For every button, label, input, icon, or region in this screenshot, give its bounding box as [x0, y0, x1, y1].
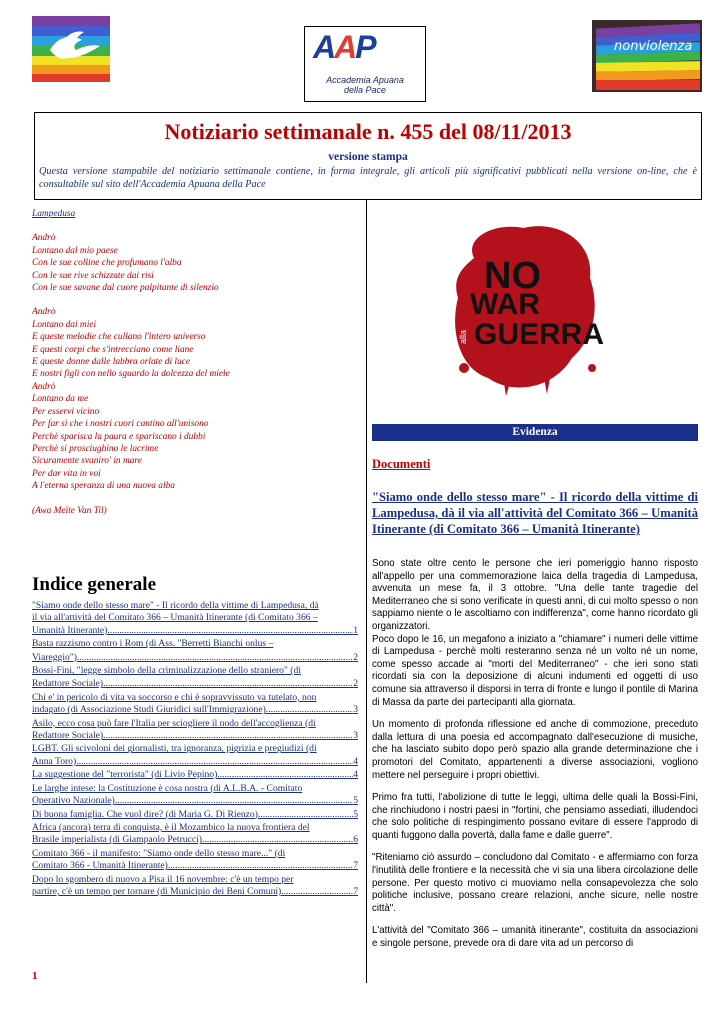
poem-line: Andrò	[32, 233, 56, 244]
poem-line: Con le sue colline che profumano l'alba	[32, 258, 182, 269]
index-page-number: 2	[353, 678, 358, 690]
index-entry-link[interactable]	[32, 743, 358, 768]
index-entry-line: Le larghe intese: la Costituzione è cosa nostra (di A.L.B.A. - Comitato	[32, 782, 303, 794]
index-entry-link[interactable]	[32, 769, 358, 781]
article-paragraph: "Riteniamo ciò assurdo – concludono dal Comitato - e affermiamo con forza l'inutilità delle frontiere e la necessità che vi sia una libera circolazione delle persone. Per questo motivo ci muoviamo nella consapevolezza che solo politiche inclusive, possano creare relazioni, anche sicure, nelle nostre città".	[372, 852, 698, 914]
index-entry-line: Dopo lo sgombero di nuovo a Pisa il 16 novembre: c'è un tempo per	[32, 873, 294, 885]
index-leader-dots	[77, 652, 353, 664]
index-entry-line: Anna Toro)	[32, 755, 77, 767]
index-page-number: 5	[353, 808, 358, 820]
title-box	[34, 112, 702, 200]
index-leader-dots	[103, 678, 353, 690]
poem-line: Lontano dal mio paese	[32, 245, 118, 256]
index-entry-line: Comitato 366 - il manifesto: "Siamo onde dello stesso mare..." (di	[32, 847, 286, 859]
index-leader-dots	[281, 886, 353, 898]
index-page-number: 7	[353, 885, 358, 897]
poem-line: Andrò	[32, 381, 56, 392]
poem-stanza-2	[32, 306, 352, 492]
index-entry-link[interactable]	[32, 692, 358, 717]
intro-text: Questa versione stampabile del notiziario settimanale contiene, in forma integrale, gli articoli più significativi pubblicati nella versione on-line, che è consultabile sul sito dell'Accademia Apuana della Pace	[39, 166, 697, 190]
logo-text-line1: Accademia Apuana	[326, 75, 404, 85]
logo-text-line2: della Pace	[343, 85, 387, 95]
poem-line: Lontano dai miei	[32, 319, 97, 330]
evidenza-header: Evidenza	[372, 424, 698, 441]
index-list	[32, 600, 358, 899]
article-paragraph: Sono state oltre cento le persone che ieri pomeriggio hanno risposto all'appello per una commemorazione laica della tragedia di Lampedusa, avvenuta un mese fa, il 3 ottobre. "Una delle tante tragedie del Mediterraneo che si sono verificate in questi anni, di cui molto spesso o non sappiamo niente o le ascoltiamo con indifferenza", come hanno ricordato gli organizzatori.	[372, 558, 698, 632]
article-paragraph: L'attività del "Comitato 366 – umanità itinerante", costituita da associazioni e singole persone, prevede ora di dare vita ad un percorso di	[372, 925, 698, 950]
index-entry-line: indagato (di Associazione Studi Giuridici sull'Immigrazione)	[32, 704, 266, 716]
index-page-number: 4	[353, 769, 358, 781]
poem-line: Con le sue savane dal cuore palpitante di silenzio	[32, 283, 219, 294]
index-entry-line: Asilo, ecco cosa può fare l'Italia per sciogliere il nodo dell'accoglienza (di	[32, 717, 316, 729]
index-entry-line: Africa (ancora) terra di conquista, è il Mozambico la nuova frontiera del	[32, 821, 310, 833]
index-entry-line: Brasile imperialista (di Giampaolo Petrucci)	[32, 834, 202, 846]
index-page-number: 3	[353, 730, 358, 742]
index-page-number: 4	[353, 755, 358, 767]
index-entry-link[interactable]	[32, 638, 358, 650]
poem-line: Per dar vita in voi	[32, 468, 101, 479]
poem-stanza-1	[32, 232, 352, 294]
index-entry-line: La suggestione del "terrorista" (di Livio Pepino)	[32, 769, 218, 781]
index-page-number: 7	[353, 860, 358, 872]
index-leader-dots	[107, 625, 353, 637]
index-entry-link[interactable]	[32, 678, 358, 690]
index-entry-link[interactable]	[32, 652, 358, 664]
poem-line: Per far sì che i nostri cuori cantino all'unisono	[32, 419, 209, 430]
page-number: 1	[32, 970, 38, 982]
poem-line: E queste melodie che cullano l'intero universo	[32, 332, 206, 343]
index-entry-line: partire, c'è un tempo per tornare (di Municipio dei Beni Comuni)	[32, 885, 282, 897]
index-entry-link[interactable]	[32, 600, 358, 637]
index-entry-line: Operativo Nazionale)	[32, 795, 115, 807]
poem-line: Andrò	[32, 307, 56, 318]
index-leader-dots	[76, 756, 353, 768]
no-war-text-alla: alla	[458, 329, 468, 344]
article-paragraph: Primo fra tutti, l'abolizione di tutte le leggi, ultima delle quali la Bossi-Fini, che rinchiudono i nostri paesi in "fortini, che pensiamo assediati, illudendoci che solo politiche di respingimento possano evitare di essere l'approdo di quanti fuggono dalla povertà, dalla fame e dalle guerre".	[372, 792, 698, 841]
index-entry-line: il via all'attività del Comitato 366 – Umanità Itinerante (di Comitato 366 –	[32, 612, 318, 624]
index-page-number: 3	[353, 704, 358, 716]
poem-line: A l'eterna speranza di una nuova alba	[32, 481, 175, 492]
index-entry-link[interactable]	[32, 718, 358, 743]
index-entry-link[interactable]	[32, 848, 358, 873]
poem-author: (Awa Meïte Van Til)	[32, 505, 107, 516]
index-page-number: 5	[353, 795, 358, 807]
article-paragraph: Poco dopo le 16, un megafono a iniziato a "chiamare" i numeri delle vittime di Lampedusa - perchè molti resteranno senza né un volto né un nome, come spesso accade ai "morti del Mediterraneo" - che ieri sono stati ricordati sia con la deposizione di alcuni indumenti ed oggetti di uso comune sia attraverso il disporsi in terra di fronte e lungo il pontile di Marina di Massa da parte dei partecipanti alla giornata.	[372, 633, 698, 708]
index-entry-link[interactable]	[32, 783, 358, 808]
article-paragraph: Un momento di profonda riflessione ed anche di commozione, preceduto dalla lettura di una poesia ed accompagnato dall'esecuzione di musiche, che ha lasciato subito dopo però spazio alla grande determinazione che i promotori del Comitato, appartenenti a diverse associazioni, vogliono mettere nel perseguire i propri obiettivi.	[372, 719, 698, 781]
index-leader-dots	[115, 795, 353, 807]
poem-line: Con le sue rive schizzate dai risi	[32, 270, 154, 281]
index-entry-link[interactable]	[32, 809, 358, 821]
index-leader-dots	[202, 834, 353, 846]
index-leader-dots	[266, 704, 353, 716]
index-page-number: 1	[353, 624, 358, 636]
peace-flag-image	[32, 16, 110, 82]
index-leader-dots	[258, 809, 353, 821]
no-war-text-guerra: GUERRA	[474, 318, 604, 351]
index-leader-dots	[103, 730, 353, 742]
index-entry-line: Chi e' in pericolo di vita va soccorso e chi è sopravvissuto va tutelato, non	[32, 691, 317, 703]
index-page-number: 6	[353, 834, 358, 846]
no-war-image	[444, 218, 604, 396]
poem-line: Per esservi vicino	[32, 406, 100, 417]
page-subtitle: versione stampa	[328, 151, 408, 163]
index-entry-line: Basta razzismo contro i Rom (di Ass. "Berretti Bianchi onlus –	[32, 638, 274, 650]
poem-line: E queste donne dalle labbra orlate di luce	[32, 357, 191, 368]
index-entry-line: Redattore Sociale)	[32, 730, 104, 742]
article-title-link[interactable]: "Siamo onde dello stesso mare" - Il ricordo della vittime di Lampedusa, dà il via all'attività del Comitato 366 – Umanità Itinerante (di Comitato 366 – Umanità Itinerante)	[372, 490, 698, 536]
aap-logo	[304, 26, 426, 102]
article-body	[372, 558, 698, 961]
index-entry-link[interactable]	[32, 665, 358, 677]
index-entry-line: LGBT. Gli scivoloni dei giornalisti, tra ignoranza, pigrizia e pregiudizi (di	[32, 743, 317, 755]
poem-line: Perchè sparisca la paura e spariscano i dubbi	[32, 431, 206, 442]
poem-title-link[interactable]: Lampedusa	[32, 209, 76, 219]
poem-line: E nostri figli con nello sguardo la dolcezza del miele	[32, 369, 230, 380]
index-entry-line: Di buona famiglia. Che vuol dire? (di Maria G. Di Rienzo)	[32, 808, 258, 820]
index-entry-line: Comitato 366 - Umanità Itinerante)	[32, 860, 168, 872]
aap-logo-letters: AAP	[313, 29, 375, 65]
index-entry-line: Bossi-Fini, "legge simbolo della criminalizzazione dello straniero" (di	[32, 665, 301, 677]
nonviolenza-flag-image	[592, 20, 702, 92]
column-divider	[366, 200, 367, 983]
index-entry-link[interactable]	[32, 874, 358, 899]
flag-right-text: nonviolenza	[614, 39, 693, 54]
index-entry-link[interactable]	[32, 822, 358, 847]
no-war-text-no: NO	[484, 255, 541, 297]
index-entry-line: Redattore Sociale)	[32, 678, 104, 690]
index-heading: Indice generale	[32, 574, 157, 595]
poem	[32, 208, 352, 517]
page-title: Notiziario settimanale n. 455 del 08/11/2013	[164, 119, 572, 144]
index-leader-dots	[168, 860, 353, 872]
index-entry-line: Viareggio")	[32, 651, 77, 663]
poem-line: E questi corpi che s'intrecciano come liane	[32, 344, 194, 355]
index-leader-dots	[217, 769, 353, 781]
poem-line: Perchè si prosciughino le lacrime	[32, 443, 159, 454]
poem-line: Lontano da me	[32, 394, 89, 405]
index-entry-line: "Siamo onde dello stesso mare" - Il ricordo della vittime di Lampedusa, dà	[32, 600, 319, 611]
index-page-number: 2	[353, 651, 358, 663]
no-war-text-war: WAR	[470, 288, 540, 321]
poem-line: Sicuramente svaniro' in mare	[32, 456, 142, 467]
documenti-link[interactable]: Documenti	[372, 457, 431, 471]
index-entry-line: Umanità Itinerante)	[32, 624, 108, 636]
